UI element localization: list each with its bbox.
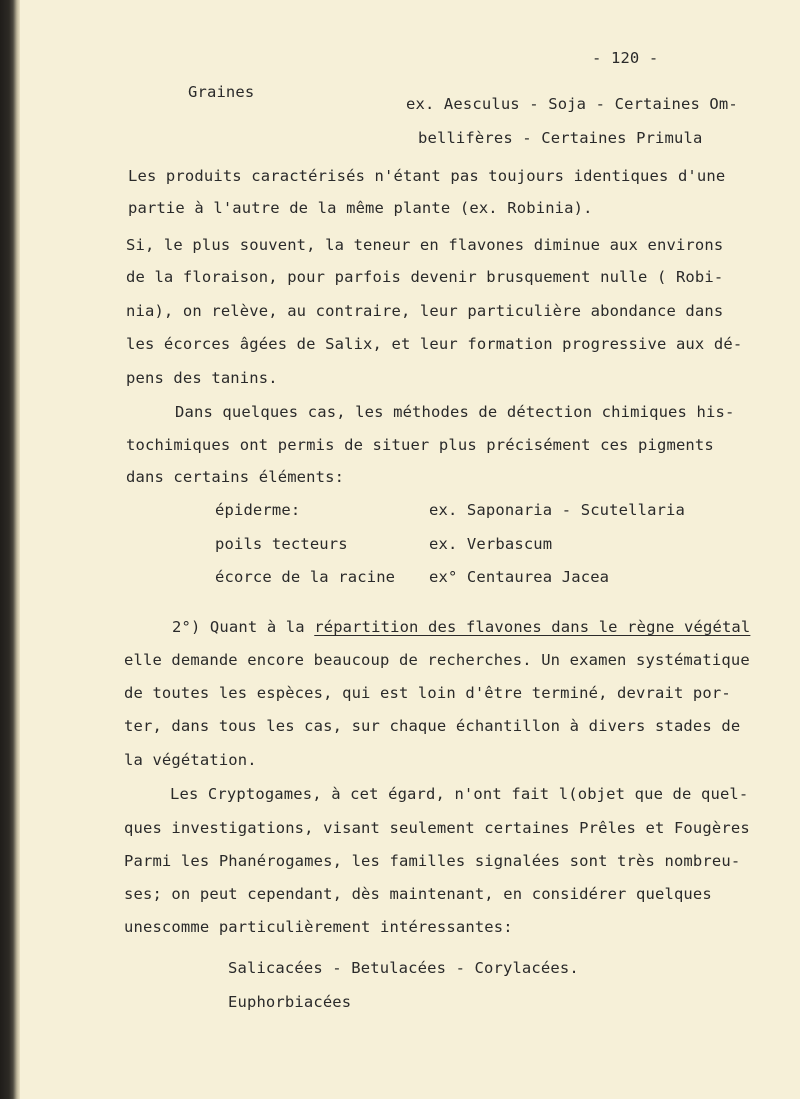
binding-edge (0, 0, 20, 1099)
paragraph3-line-1: Dans quelques cas, les méthodes de détection chimiques his- (175, 403, 735, 421)
family-line-1: Salicacées - Betulacées - Corylacées. (228, 959, 579, 977)
paragraph2-line-5: pens des tanins. (126, 369, 278, 387)
section2-line-4: la végétation. (124, 751, 257, 769)
paragraph5-line-1: Les Cryptogames, à cet égard, n'ont fait l(objet que de quel- (170, 785, 749, 803)
table-example-3: ex° Centaurea Jacea (429, 568, 610, 586)
paragraph5-line-5: unescomme particulièrement intéressantes: (124, 918, 513, 936)
family-line-2: Euphorbiacées (228, 993, 352, 1011)
table-element-1: épiderme: (215, 501, 301, 519)
paragraph2-line-2: de la floraison, pour parfois devenir brusquement nulle ( Robi- (126, 268, 724, 286)
table-element-2: poils tecteurs (215, 535, 348, 553)
paragraph5-line-3: Parmi les Phanérogames, les familles signalées sont très nombreu- (124, 852, 741, 870)
header-label: Graines (188, 83, 255, 101)
section2-intro: 2°) Quant à la (172, 618, 315, 636)
header-examples-line-2: bellifères - Certaines Primula (418, 129, 703, 147)
typed-page (20, 0, 800, 1099)
paragraph2-line-3: nia), on relève, au contraire, leur particulière abondance dans (126, 302, 724, 320)
paragraph1-line-2: partie à l'autre de la même plante (ex. Robinia). (128, 199, 593, 217)
section2-line-1: elle demande encore beaucoup de recherches. Un examen systématique (124, 651, 750, 669)
paragraph5-line-4: ses; on peut cependant, dès maintenant, en considérer quelques (124, 885, 712, 903)
section2-line-3: ter, dans tous les cas, sur chaque échantillon à divers stades de (124, 717, 741, 735)
section2-underlined-topic: répartition des flavones dans le règne végétal (314, 618, 751, 636)
paragraph2-line-1: Si, le plus souvent, la teneur en flavones diminue aux environs (126, 236, 724, 254)
paragraph3-line-3: dans certains éléments: (126, 468, 345, 486)
paragraph3-line-2: tochimiques ont permis de situer plus précisément ces pigments (126, 436, 714, 454)
table-element-3: écorce de la racine (215, 568, 396, 586)
header-examples-line-1: ex. Aesculus - Soja - Certaines Om- (406, 95, 738, 113)
section2-heading (172, 617, 750, 637)
paragraph2-line-4: les écorces âgées de Salix, et leur formation progressive aux dé- (126, 335, 743, 353)
table-example-1: ex. Saponaria - Scutellaria (429, 501, 686, 519)
page-number: - 120 - (592, 49, 659, 67)
section2-line-2: de toutes les espèces, qui est loin d'être terminé, devrait por- (124, 684, 731, 702)
table-example-2: ex. Verbascum (429, 535, 553, 553)
paragraph5-line-2: ques investigations, visant seulement certaines Prêles et Fougères (124, 819, 750, 837)
paragraph1-line-1: Les produits caractérisés n'étant pas toujours identiques d'une (128, 167, 726, 185)
